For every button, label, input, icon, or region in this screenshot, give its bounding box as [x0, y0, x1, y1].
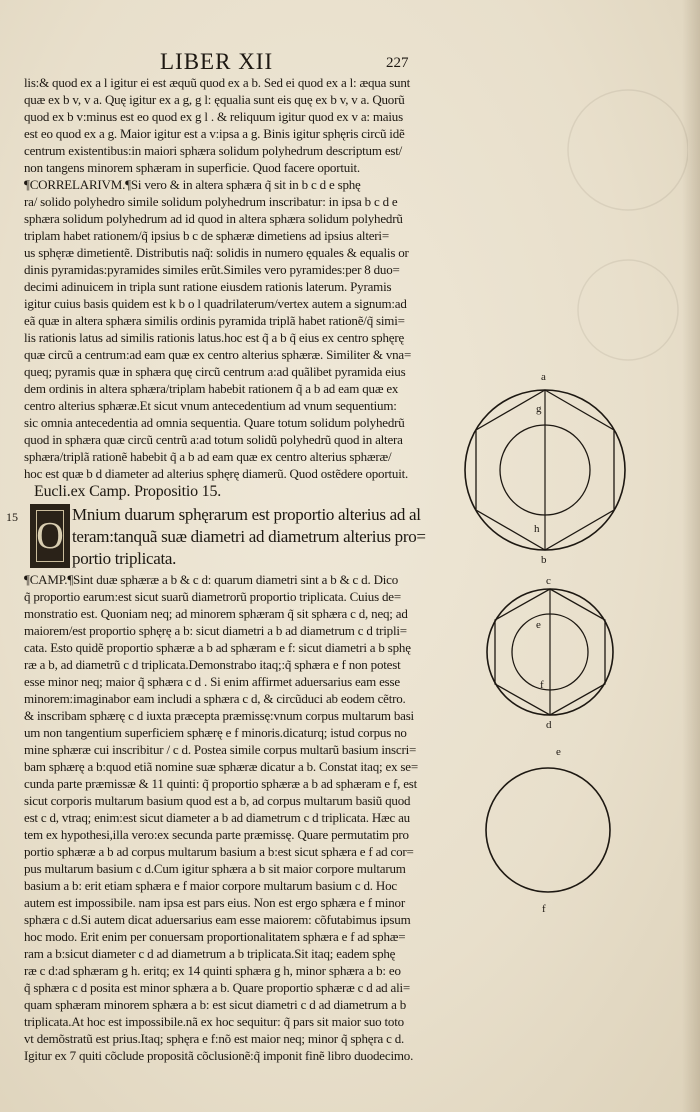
proposition-heading: Eucli.ex Camp. Propositio 15.	[34, 483, 222, 500]
text-line: centrum existentibus:in maiori sphæra solidum polyhedrum descriptum est/	[24, 143, 403, 158]
text-line: vt demõstratũ est prius.Itaq; sphęra e f:nõ est maior neq; minor q̃ sphęra c d.	[24, 1031, 405, 1046]
margin-number: 15	[6, 510, 18, 524]
text-line: basium a b: erit etiam sphæra e f maior corpore multarum basium c d. Hoc	[24, 878, 397, 893]
text-line: lis:& quod ex a l igitur ei est æquũ quod ex a b. Sed ei quod ex a l: æqua sunt	[24, 75, 411, 90]
label-b: b	[541, 554, 547, 566]
text-line: ¶CAMP.¶Sint duæ sphæræ a b & c d: quarum diametri sint a b & c d. Dico	[24, 572, 399, 587]
text-line: dem ordinis in altera sphæra/triplam habebit rationem q̃ a b ad eam quæ ex	[24, 381, 399, 396]
text-line: quod ex b v:minus est eo quod ex g l . & reliquum igitur quod ex v a: maius	[24, 109, 403, 124]
text-line: quæ circũ a centrum:ad eam quæ ex centro alterius sphæræ. Similiter & vna=	[24, 347, 412, 362]
text-line: ram a b:sicut diameter c d ad diametrum a b triplicata.Sit itaq; eadem sphę	[24, 946, 396, 961]
text-line: um non tangentium superficiem sphærę e f minoris.dicaturq; istud corpus no	[24, 725, 407, 740]
text-line: sic omnia antecedentia ad omnia sequentia. Quare totum solidum polyhedrũ	[24, 415, 405, 430]
text-line: sphæra solidum polyhedrum ad id quod in altera sphæra solidum polyhedrũ	[24, 211, 403, 226]
text-line: est eo quod ex a g. Maior igitur est a v:ipsa a g. Binis igitur sphęris circũ idẽ	[24, 126, 405, 141]
text-line: sphæra/triplã rationẽ habebit q̃ a b ad eam quæ ex centro alterius sphæræ/	[24, 449, 392, 464]
text-line: maiorem/est proportio sphęrę a b: sicut diametri a b ad diametrum c d tripli=	[24, 623, 407, 638]
text-line: ræ c d:ad sphæram g h. eritq; ex 14 quinti sphæra g h, minor sphæra a b: eo	[24, 963, 401, 978]
text-line: ræ a b, ad diametrũ c d triplicata.Demonstrabo itaq;:q̃ sphæra e f non potest	[24, 657, 401, 672]
geometric-figures	[460, 360, 690, 940]
enunciation-line: teram:tanquã suæ diametri ad diametrum alterius pro=	[72, 527, 426, 546]
label-h: h	[534, 523, 540, 535]
text-line: centro alterius sphæræ.Et sicut vnum antecedentium ad vnum sequentium:	[24, 398, 397, 413]
text-line: sicut corporis multarum basium quod est a b, ad corpus multarum basiũ quod	[24, 793, 411, 808]
text-line: bam sphærę a b:quod etiã nomine suæ sphæræ dicatur a b. Constat itaq; ex se=	[24, 759, 418, 774]
label-e: e	[536, 619, 541, 631]
text-line: pus multarum basium c d.Cum igitur sphæra a b sit maior corpore multarum	[24, 861, 406, 876]
decorated-initial	[30, 504, 70, 568]
folio-number: 227	[386, 55, 409, 71]
initial-letter: O	[36, 510, 64, 562]
text-line: us sphęræ dimetientẽ. Distributis naq̃: solidis in numero ęquales & equalis or	[24, 245, 409, 260]
text-line: minorem:imaginabor eam includi a sphæra c d, & circũduci ab eodem cẽtro.	[24, 691, 406, 706]
text-line: portio sphæræ a b ad corpus multarum basium a b:est sicut sphæra e f ad cor=	[24, 844, 414, 859]
text-line: cata. Esto quidẽ proportio sphæræ a b ad sphæram e f: sicut diametri a b sphę	[24, 640, 411, 655]
text-line: ¶CORRELARIVM.¶Si vero & in altera sphæra q̃ sit in b c d e sphę	[24, 177, 361, 192]
text-line: eã quæ in altera sphæra similis ordinis pyramida triplã habet rationẽ/q̃ simi=	[24, 313, 405, 328]
text-line: ra/ solido polyhedro simile solidum polyhedrum inscribatur: in ipsa b c d e	[24, 194, 398, 209]
figure-sphere-ef	[486, 746, 610, 915]
text-line: mine sphæræ cui inscribitur / c d. Postea simile corpus multarũ basium inscri=	[24, 742, 417, 757]
text-line: decimi adinuicem in tripla sunt ratione eiusdem rationis laterum. Pyramis	[24, 279, 392, 294]
text-line: dinis pyramidas:pyramides similes erũt.Similes vero pyramides:per 8 duo=	[24, 262, 400, 277]
label-f2: f	[542, 903, 546, 915]
label-g: g	[536, 403, 542, 415]
text-line: monstratio est. Quoniam neq; ad minorem sphæram q̃ sit sphæra c d, neq; ad	[24, 606, 408, 621]
label-e2: e	[556, 746, 561, 758]
label-d: d	[546, 719, 552, 731]
enunciation-line: portio triplicata.	[72, 549, 177, 568]
text-line: autem est impossibile. nam ipsa est pars eius. Non est ergo sphæra e f minor	[24, 895, 405, 910]
text-line: non tangens minorem sphæram in superficie. Quod facere oportuit.	[24, 160, 360, 175]
enunciation-line: Mnium duarum sphęrarum est proportio alterius ad al	[72, 505, 421, 524]
text-line: q̃ sphæra c d posita est minor sphæra a b. Quare proportio sphæræ c d ad ali=	[24, 980, 411, 995]
text-line: sphæra c d.Si autem dicat aduersarius eam esse maiorem: cõfutabimus ipsum	[24, 912, 411, 927]
figure-sphere-cd	[487, 575, 613, 731]
text-line: tem ex hypothesi,illa vero:ex secunda parte præmissę. Quare permutatim pro	[24, 827, 409, 842]
text-line: igitur cuius basis quidem est k b o l quadrilaterum/vertex autem a signum:ad	[24, 296, 407, 311]
text-line: hoc est quæ b d diameter ad alterius sphęrę diamerũ. Quod ostẽdere oportuit.	[24, 466, 409, 481]
text-line: lis rationis latus ad similis rationis latus.hoc est q̃ a b q̃ eius ex centro sphęrę	[24, 330, 405, 345]
text-line: Igitur ex 7 quiti cõclude propositã cõclusionẽ:q̃ imponit finẽ libro duodecimo.	[24, 1048, 414, 1063]
page-header	[0, 49, 460, 75]
text-line: quod in sphæra quæ circũ centrũ a:ad totum solidũ polyhedrũ quod in altera	[24, 432, 403, 447]
label-a: a	[541, 371, 546, 383]
text-line: q̃ proportio earum:est sicut suarũ diametrorũ proportio triplicata. Cuius de=	[24, 589, 401, 604]
text-line: esse minor neq; maior q̃ sphæra c d . Si enim affirmet aduersarius eam esse	[24, 674, 400, 689]
label-c: c	[546, 575, 551, 587]
text-line: & inscribam sphærę c d iuxta præcepta præmissę:vnum corpus multarum basi	[24, 708, 414, 723]
text-line: est c d, vtraq; enim:est sicut diameter a b ad diametrum c d triplicata. Hæc au	[24, 810, 410, 825]
label-f: f	[540, 679, 544, 691]
circle-ef	[486, 768, 610, 892]
text-line: quæ ex b v, v a. Quę igitur ex a g, g l: ęqualia sunt eis quę ex b v, v a. Quorũ	[24, 92, 405, 107]
running-head: LIBER XII	[160, 49, 274, 74]
text-line: queq; pyramis quæ in sphæra quę circũ centrum a:ad quãlibet pyramida eius	[24, 364, 406, 379]
text-line: triplam habet rationem/q̃ ipsius b c de sphæræ dimetiens ad ipsius alteri=	[24, 228, 389, 243]
text-line: hoc modo. Erit enim per conuersam proportionalitatem sphæra e f ad sphæ=	[24, 929, 406, 944]
text-line: cunda parte præmissæ & 11 quinti: q̃ proportio sphæræ a b ad sphæram e f, est	[24, 776, 418, 791]
figure-sphere-ab	[465, 371, 625, 566]
text-line: triplicata.At hoc est impossibile.nã ex hoc sequitur: q̃ pars sit maior suo toto	[24, 1014, 404, 1029]
text-line: quam sphæram minorem sphæra a b: est sicut diametri c d ad diametrum a b	[24, 997, 407, 1012]
